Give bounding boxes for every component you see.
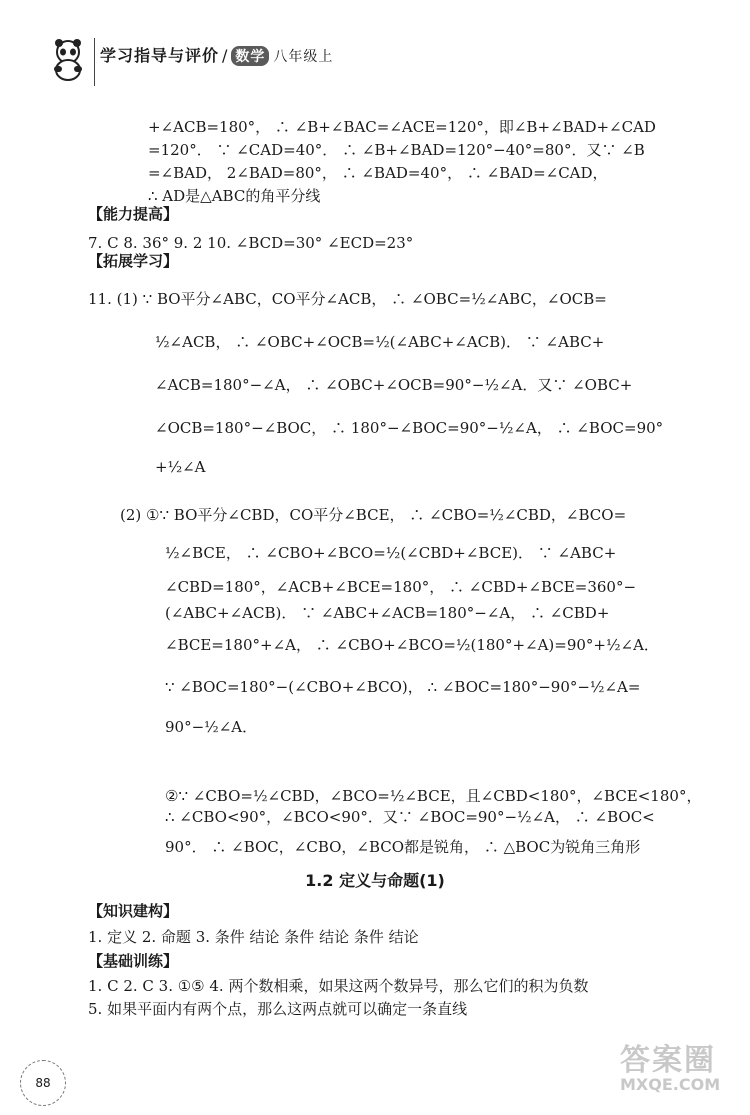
answer-line: ½∠ACB， ∴ ∠OBC+∠OCB=½(∠ABC+∠ACB)． ∵ ∠ABC+ [155, 333, 605, 351]
book-title [100, 43, 333, 66]
header-divider [94, 38, 95, 86]
answer-line: +½∠A [155, 458, 206, 476]
answer-line: =120°． ∵ ∠CAD=40°． ∴ ∠B+∠BAD=120°−40°=80°．又∵ ∠B [148, 141, 645, 159]
watermark-logo-text: 答案圈 [620, 1043, 716, 1078]
answer-line: +∠ACB=180°， ∴ ∠B+∠BAC=∠ACE=120°，即∠B+∠BAD+∠CAD [148, 118, 656, 136]
answer-line: ½∠BCE， ∴ ∠CBO+∠BCO=½(∠CBD+∠BCE)． ∵ ∠ABC+ [165, 544, 617, 562]
grade-label: 八年级上 [273, 49, 334, 65]
answer-line: ∠ACB=180°−∠A， ∴ ∠OBC+∠OCB=90°−½∠A．又∵ ∠OBC+ [155, 376, 633, 394]
section-label: 【知识建构】 [88, 902, 179, 920]
page-header [0, 0, 750, 100]
answer-line: ∠CBD=180°，∠ACB+∠BCE=180°， ∴ ∠CBD+∠BCE=360°− [165, 578, 637, 596]
answer-line: ∠OCB=180°−∠BOC， ∴ 180°−∠BOC=90°−½∠A， ∴ ∠BOC=90° [155, 419, 664, 437]
answer-line: 11. (1) ∵ BO平分∠ABC，CO平分∠ACB， ∴ ∠OBC=½∠ABC，∠OCB= [88, 290, 607, 308]
watermark [620, 1035, 740, 1094]
title-separator: / [222, 46, 229, 65]
section-label: 【拓展学习】 [88, 252, 179, 270]
answer-line: (2) ①∵ BO平分∠CBD，CO平分∠BCE， ∴ ∠CBO=½∠CBD，∠BCO= [120, 506, 627, 524]
answer-line: ∵ ∠BOC=180°−(∠CBO+∠BCO)， ∴ ∠BOC=180°−90°−½∠A= [165, 678, 641, 696]
answer-line: ∠BCE=180°+∠A， ∴ ∠CBO+∠BCO=½(180°+∠A)=90°+½∠A． [165, 636, 659, 654]
answer-line: 90°−½∠A． [165, 718, 258, 736]
answer-line: ②∵ ∠CBO=½∠CBD，∠BCO=½∠BCE，且∠CBD<180°，∠BCE<180°， [165, 787, 702, 805]
answer-line: 7. C 8. 36° 9. 2 10. ∠BCD=30° ∠ECD=23° [88, 234, 414, 252]
section-label: 【能力提高】 [88, 205, 179, 223]
answer-line: 1. 定义 2. 命题 3. 条件 结论 条件 结论 条件 结论 [88, 928, 419, 946]
panda-mascot-icon [48, 38, 88, 82]
series-title: 学习指导与评价 [100, 46, 220, 65]
answer-line: 5. 如果平面内有两个点，那么这两点就可以确定一条直线 [88, 1000, 468, 1018]
answer-line: (∠ABC+∠ACB)． ∵ ∠ABC+∠ACB=180°−∠A， ∴ ∠CBD+ [165, 604, 610, 622]
section-label: 【基础训练】 [88, 952, 179, 970]
subject-badge: 数学 [231, 46, 269, 66]
answer-line: =∠BAD， 2∠BAD=80°， ∴ ∠BAD=40°， ∴ ∠BAD=∠CAD， [148, 164, 608, 182]
section-heading: 1.2 定义与命题(1) [305, 871, 445, 890]
answer-line: ∴ AD是△ABC的角平分线 [148, 187, 321, 205]
page-number: 88 [20, 1060, 66, 1106]
answer-line: ∴ ∠CBO<90°，∠BCO<90°．又∵ ∠BOC=90°−½∠A， ∴ ∠BOC< [165, 808, 655, 826]
answer-line: 1. C 2. C 3. ①⑤ 4. 两个数相乘，如果这两个数异号，那么它们的积为负数 [88, 977, 589, 995]
answer-line: 90°． ∴ ∠BOC，∠CBO，∠BCO都是锐角， ∴ △BOC为锐角三角形 [165, 838, 641, 856]
watermark-site: MXQE.COM [620, 1075, 721, 1094]
